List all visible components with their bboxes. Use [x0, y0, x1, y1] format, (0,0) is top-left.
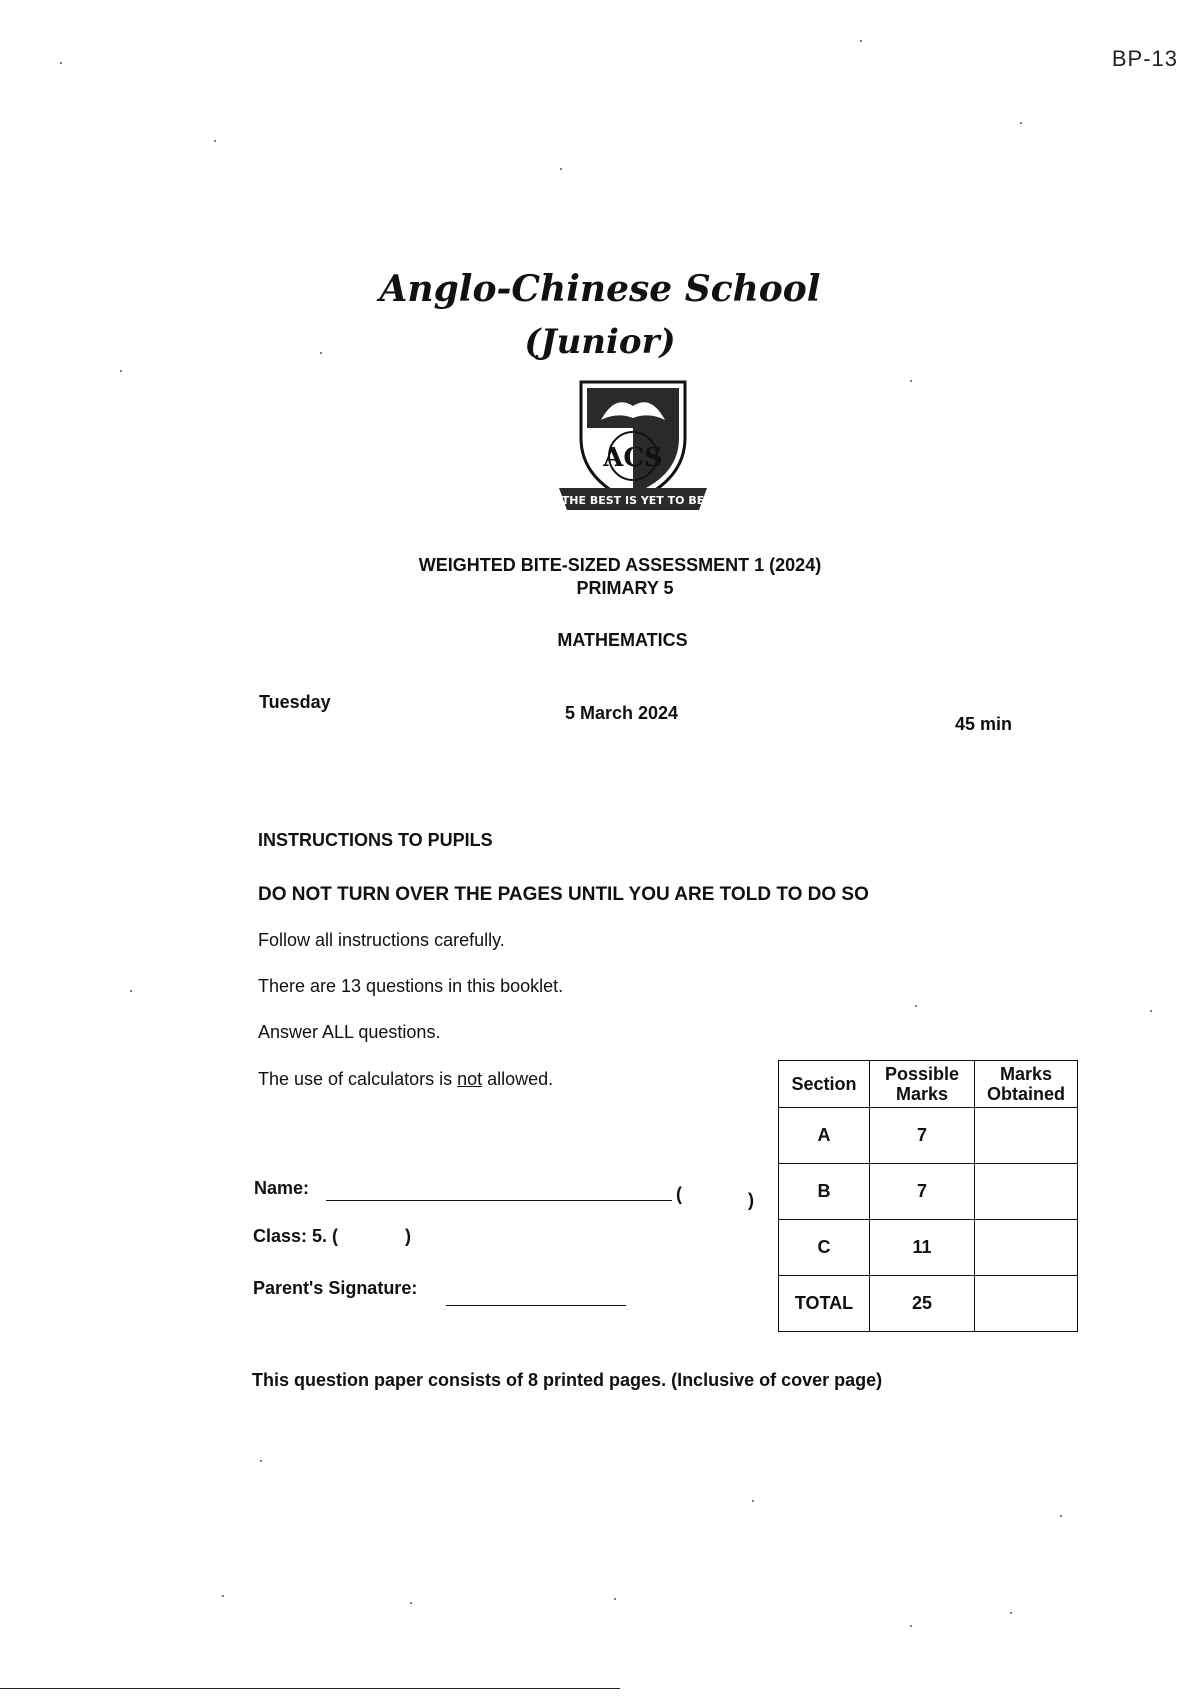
assessment-title: WEIGHTED BITE-SIZED ASSESSMENT 1 (2024) [418, 555, 822, 575]
table-row [779, 1164, 1078, 1220]
possible-cell: 11 [870, 1220, 975, 1276]
instructions-heading: INSTRUCTIONS TO PUPILS [258, 830, 493, 850]
obtained-cell[interactable] [975, 1220, 1078, 1276]
marks-table [778, 1060, 1078, 1332]
instructions-warning: DO NOT TURN OVER THE PAGES UNTIL YOU ARE TOLD TO DO SO [258, 884, 869, 905]
page-count-note: This question paper consists of 8 printed pages. (Inclusive of cover page) [252, 1370, 883, 1390]
possible-cell: 25 [870, 1276, 975, 1332]
assessment-duration: 45 min [955, 714, 1013, 734]
section-cell: TOTAL [779, 1276, 870, 1332]
table-row [779, 1220, 1078, 1276]
header-section: Section [779, 1061, 870, 1108]
obtained-cell[interactable] [975, 1164, 1078, 1220]
instruction-line-4 [258, 1069, 553, 1090]
assessment-day: Tuesday [259, 692, 331, 712]
class-label: Class: 5. ( [253, 1226, 339, 1246]
name-label: Name: [254, 1178, 310, 1198]
class-close: ) [405, 1226, 411, 1246]
header-marks-obtained: Marks Obtained [975, 1061, 1078, 1108]
table-row [779, 1108, 1078, 1164]
obtained-cell[interactable] [975, 1276, 1078, 1332]
table-row [779, 1276, 1078, 1332]
possible-cell: 7 [870, 1108, 975, 1164]
instruction-line-4-underlined: not [457, 1069, 483, 1089]
header-possible-marks: Possible Marks [870, 1061, 975, 1108]
crest-motto: THE BEST IS YET TO BE [561, 494, 705, 507]
signature-field[interactable] [446, 1305, 626, 1306]
instruction-line-3: Answer ALL questions. [258, 1022, 441, 1042]
school-name: Anglo-Chinese School [379, 268, 821, 310]
instruction-line-4-pre: The use of calculators is [258, 1069, 458, 1089]
school-crest-logo [553, 376, 713, 526]
bottom-divider [0, 1688, 620, 1689]
possible-cell: 7 [870, 1164, 975, 1220]
name-register-close: ) [748, 1190, 754, 1210]
section-cell: B [779, 1164, 870, 1220]
name-field[interactable] [326, 1200, 672, 1201]
crest-letters: ACS [603, 443, 663, 473]
assessment-subject: MATHEMATICS [557, 630, 688, 650]
instruction-line-2: There are 13 questions in this booklet. [258, 976, 564, 996]
section-cell: A [779, 1108, 870, 1164]
school-subtitle: (Junior) [524, 322, 676, 362]
marks-table-header [779, 1061, 1078, 1108]
section-cell: C [779, 1220, 870, 1276]
assessment-date: 5 March 2024 [565, 703, 679, 723]
signature-label: Parent's Signature: [253, 1278, 418, 1298]
instruction-line-1: Follow all instructions carefully. [258, 930, 505, 950]
page-code: BP-13 [1111, 46, 1178, 71]
obtained-cell[interactable] [975, 1108, 1078, 1164]
assessment-level: PRIMARY 5 [576, 578, 674, 598]
name-register-open: ( [676, 1184, 682, 1204]
instruction-line-4-post: allowed. [482, 1069, 554, 1089]
